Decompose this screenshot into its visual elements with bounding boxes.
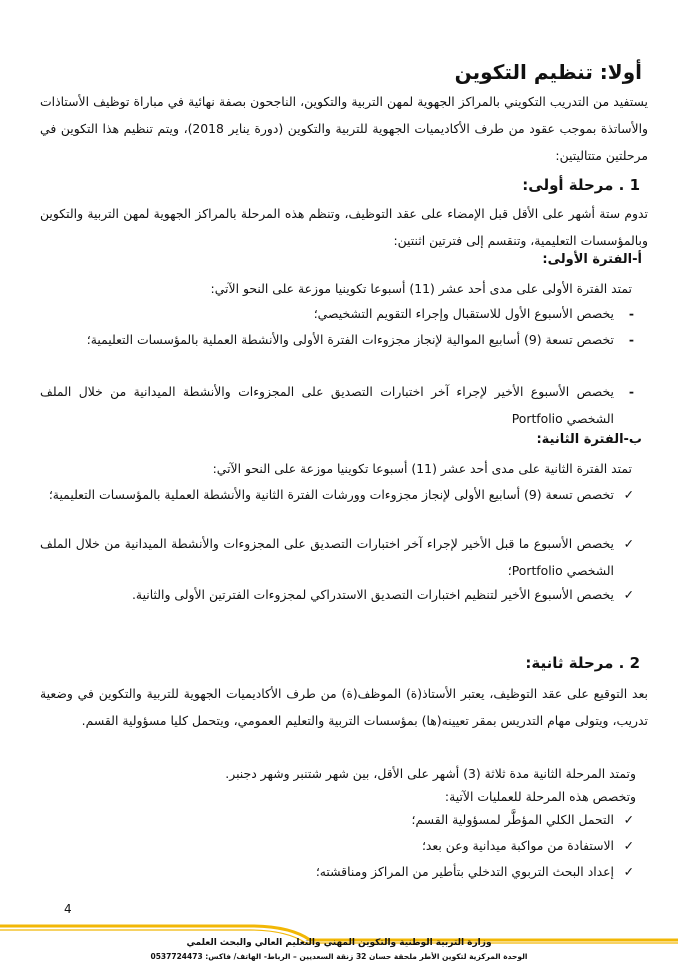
phase1-paragraph: تدوم ستة أشهر على الأقل قبل الإمضاء على عقد التوظيف، وتنظم هذه المرحلة بالمراكز الجهوية لمهن التربية والتكوين وبالمؤسسات التعليمية، وتنقسم إلى فترتين اثنتين:: [40, 206, 648, 248]
list-item: ✓ تخصص تسعة (9) أسابيع الأولى لإنجاز مجزوءات وورشات الفترة الثانية والأنشطة العملية بالمؤسسات التعليمية؛: [40, 481, 634, 508]
page-number: 4: [64, 902, 72, 916]
check-mark-icon: ✓: [623, 838, 634, 853]
list-item: - تخصص تسعة (9) أسابيع الموالية لإنجاز مجزوءات الفترة الأولى والأنشطة العملية بالمؤسسات التعليمية؛: [40, 326, 634, 353]
period-a-paragraph: تمتد الفترة الأولى على مدى أحد عشر (11) أسبوعا تكوينيا موزعة على النحو الآتي:: [210, 281, 632, 296]
period-a-title: أ-الفترة الأولى:: [542, 252, 642, 267]
footer-ministry: وزارة التربية الوطنية والتكوين المهني والتعليم العالي والبحث العلمي: [186, 938, 492, 948]
list-item: - يخصص الأسبوع الأول للاستقبال وإجراء التقويم التشخيصي؛: [40, 300, 634, 327]
check-mark-icon: ✓: [623, 864, 634, 879]
dash-bullet: -: [628, 332, 634, 347]
check-mark-icon: ✓: [623, 487, 634, 502]
section-heading: أولا: تنظيم التكوين: [454, 60, 642, 84]
check-mark-icon: ✓: [623, 536, 634, 551]
list-item: ✓ إعداد البحث التربوي التدخلي بتأطير من المراكز ومناقشته؛: [40, 858, 634, 885]
intro-paragraph: يستفيد من التدريب التكويني بالمراكز الجهوية لمهن التربية والتكوين، الناجحون بصفة نهائية في مباراة توظيف الأستاذات والأساتذة بموجب عقود من طرف الأكاديميات الجهوية للتربية والتكوين (دورة يناير 2018)، ويتم تنظيم هذا التكوين في مرحلتين متتاليتين:: [40, 94, 648, 163]
list-item: ✓ يخصص الأسبوع الأخير لتنظيم اختبارات التصديق الاستدراكي لمجزوءات الفترتين الأولى والثانية.: [40, 581, 634, 608]
dash-bullet: -: [628, 306, 634, 321]
phase2-paragraph: بعد التوقيع على عقد التوظيف، يعتبر الأستاذ(ة) الموظف(ة) من طرف الأكاديميات الجهوية للتربية والتكوين في وضعية تدريب، ويتولى مهام التدريس بمقر تعيينه(ها) بمؤسسات التربية والتعليم العمومي، ويتحمل كليا مسؤولية القسم.: [40, 686, 648, 728]
footer-address: الوحدة المركزية لتكوين الأطر ملحقة حسان 32 زنقة السعديين – الرباط- الهاتف/ فاكس: 0537724473: [150, 952, 528, 961]
check-mark-icon: ✓: [623, 812, 634, 827]
list-item: ✓ التحمل الكلي المؤطَّر لمسؤولية القسم؛: [40, 806, 634, 833]
dash-bullet: -: [628, 384, 634, 399]
phase2-title: 2 . مرحلة ثانية:: [525, 654, 640, 672]
list-item: - يخصص الأسبوع الأخير لإجراء آخر اختبارات التصديق على المجزوءات والأنشطة الميدانية من خلال الملف الشخصي Portfolio: [40, 378, 634, 432]
list-item: ✓ يخصص الأسبوع ما قبل الأخير لإجراء آخر اختبارات التصديق على المجزوءات والأنشطة الميدانية من خلال الملف الشخصي Portfolio؛: [40, 530, 634, 584]
list-item: ✓ الاستفادة من مواكبة ميدانية وعن بعد؛: [40, 832, 634, 859]
phase1-title: 1 . مرحلة أولى:: [522, 176, 640, 194]
phase2-duration: وتمتد المرحلة الثانية مدة ثلاثة (3) أشهر على الأقل، بين شهر شتنبر وشهر دجنبر.: [225, 766, 636, 781]
period-b-paragraph: تمتد الفترة الثانية على مدى أحد عشر (11) أسبوعا تكوينيا موزعة على النحو الآتي:: [212, 461, 632, 476]
phase2-operations-intro: وتخصص هذه المرحلة للعمليات الآتية:: [444, 789, 636, 804]
check-mark-icon: ✓: [623, 587, 634, 602]
period-b-title: ب-الفترة الثانية:: [536, 432, 642, 447]
